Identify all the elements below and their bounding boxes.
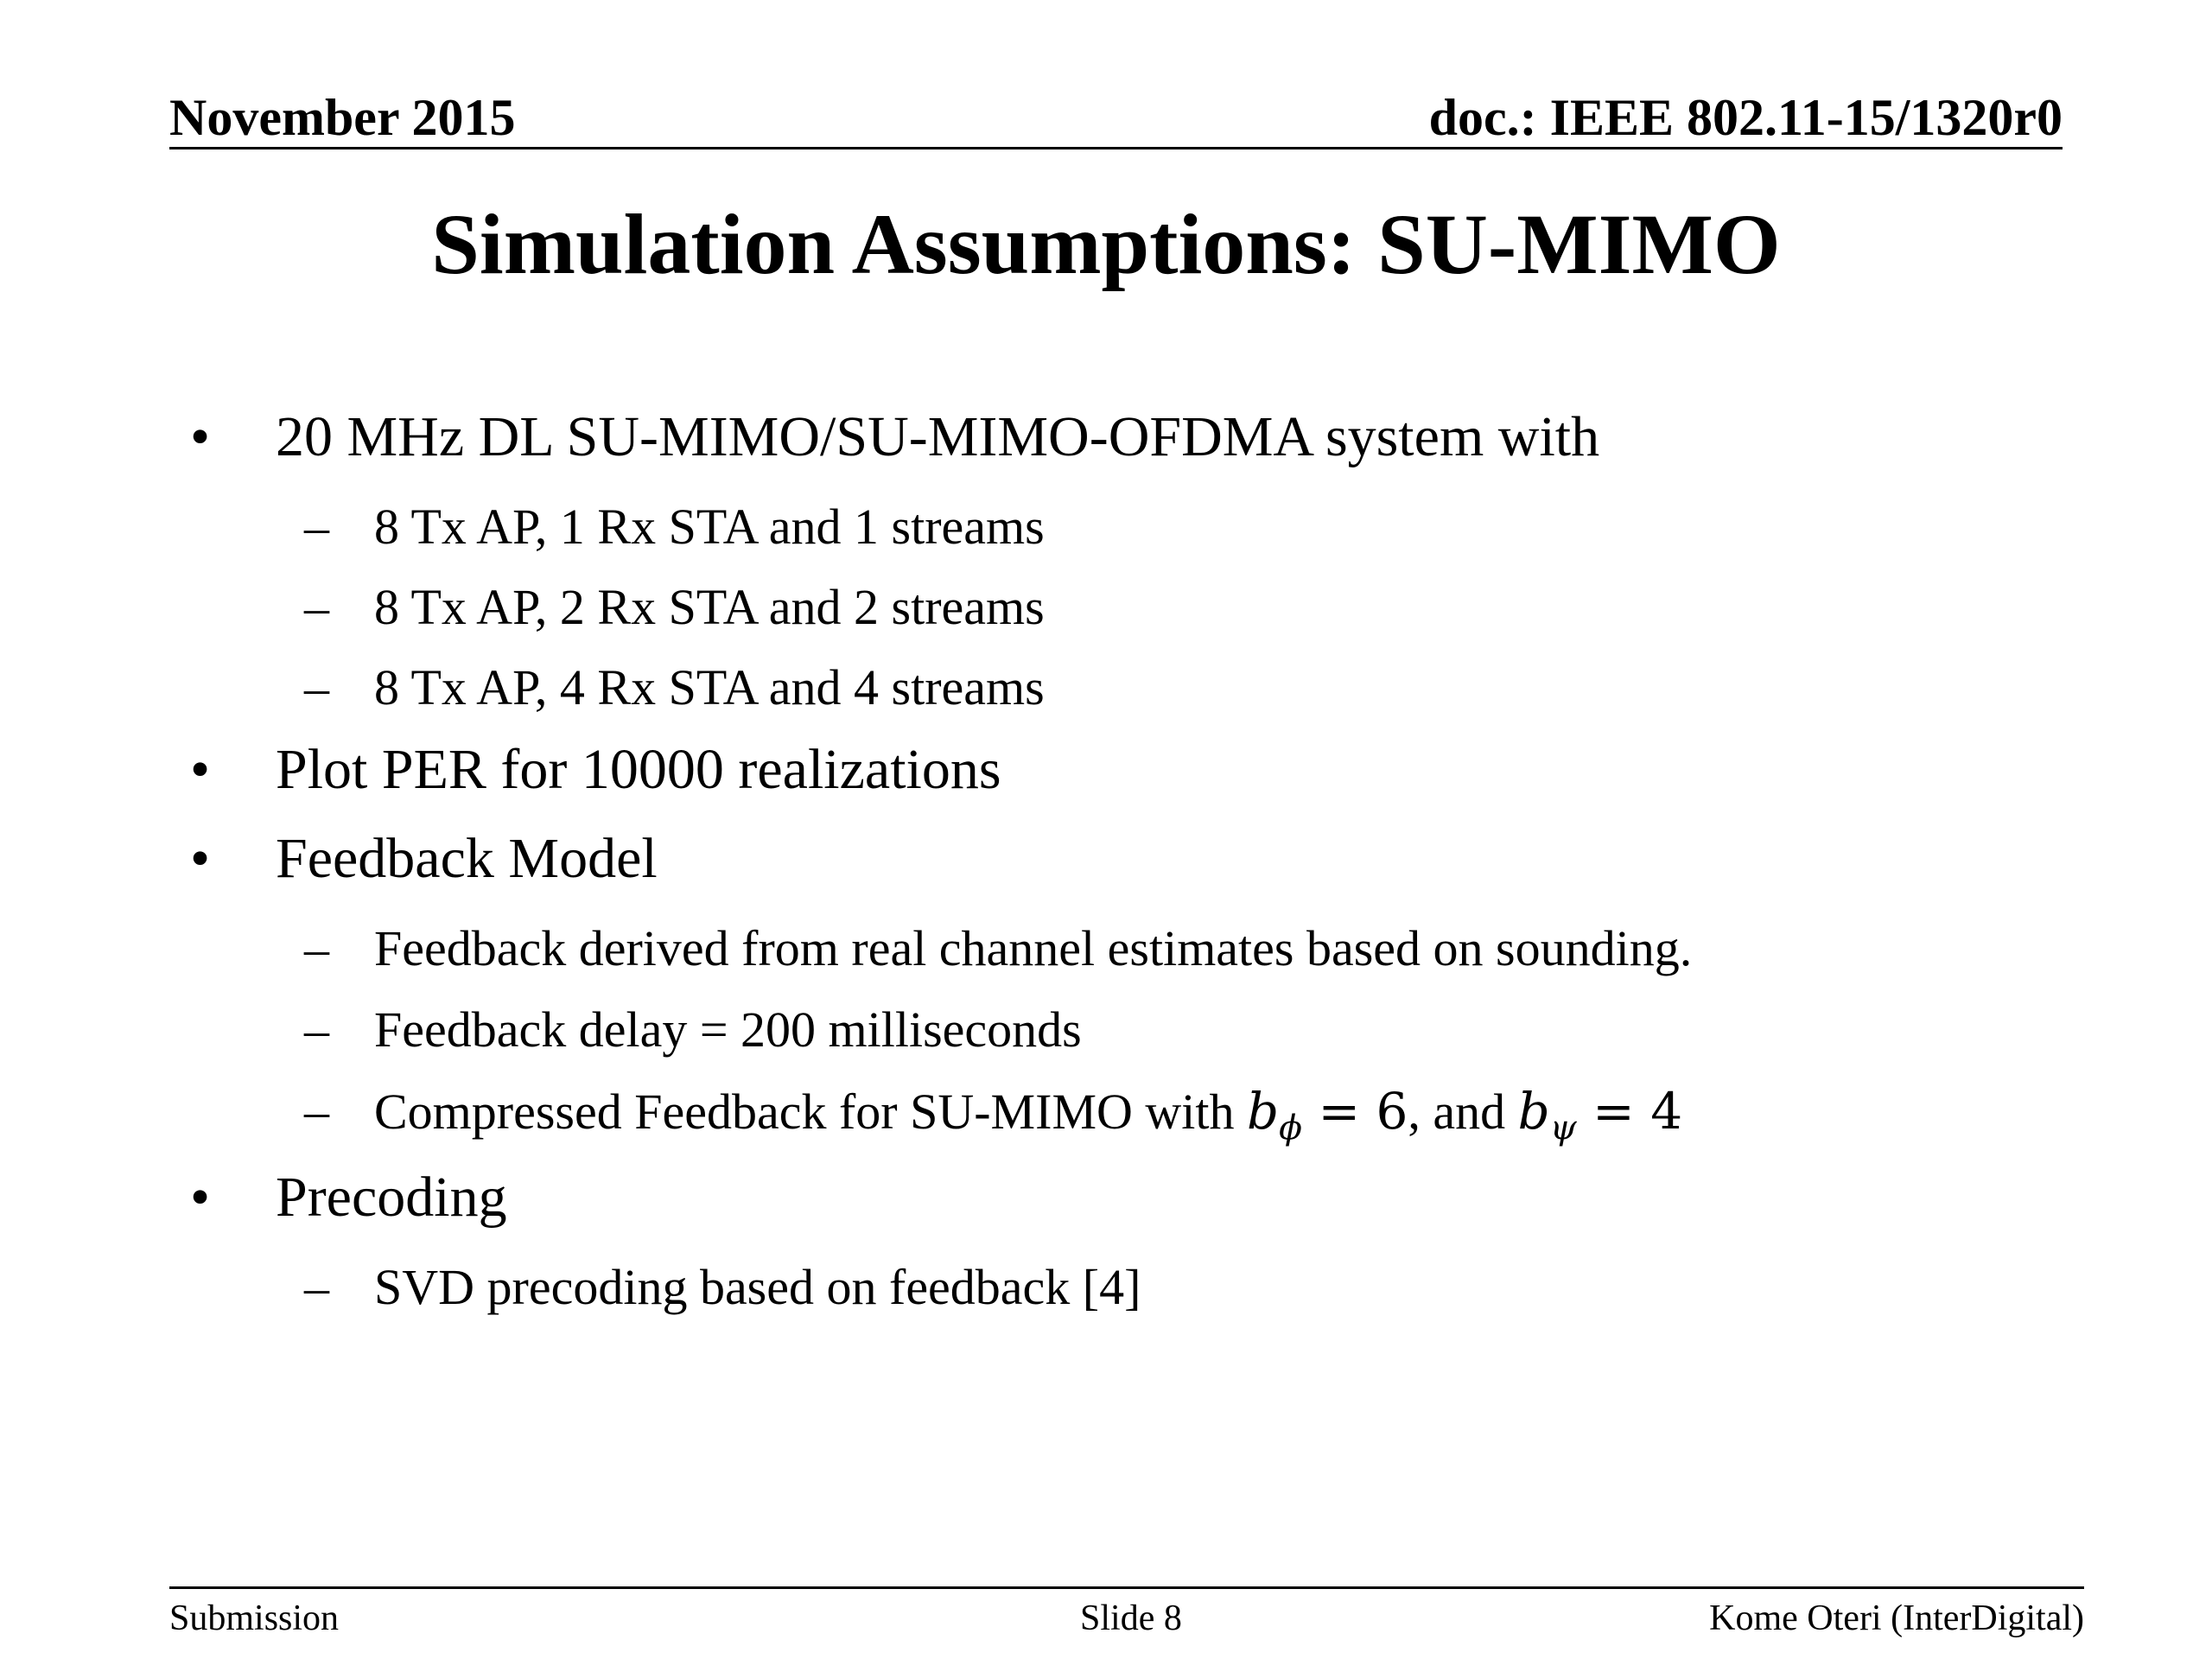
math-equals-6: = 6 bbox=[1302, 1082, 1408, 1141]
dash-marker: – bbox=[304, 1001, 329, 1058]
dash-marker: – bbox=[304, 1083, 329, 1139]
footer-author: Kome Oteri (InterDigital) bbox=[1709, 1599, 2084, 1638]
bullet-marker: • bbox=[190, 1166, 211, 1229]
sub-bullet-text: 8 Tx AP, 4 Rx STA and 4 streams bbox=[374, 659, 1045, 715]
sub-bullet-text-with-math bbox=[374, 1082, 1683, 1148]
math-subscript: ψ bbox=[1549, 1108, 1577, 1148]
bullet-text: 20 MHz DL SU-MIMO/SU-MIMO-OFDMA system with bbox=[276, 405, 1600, 468]
math-b-phi bbox=[1247, 1082, 1303, 1148]
math-subscript: ϕ bbox=[1279, 1108, 1303, 1148]
math-var: b bbox=[1247, 1082, 1280, 1141]
dash-marker: – bbox=[304, 659, 329, 715]
bullet-text: Feedback Model bbox=[276, 827, 658, 890]
sub-bullet-text: Feedback delay = 200 milliseconds bbox=[374, 1001, 1082, 1058]
text-mid: , and bbox=[1408, 1084, 1518, 1140]
bullet-marker: • bbox=[190, 738, 211, 801]
dash-marker: – bbox=[304, 920, 329, 976]
bullet-text: Precoding bbox=[276, 1166, 507, 1229]
sub-bullet-text: SVD precoding based on feedback [4] bbox=[374, 1259, 1141, 1315]
footer-divider bbox=[169, 1586, 2084, 1589]
dash-marker: – bbox=[304, 1259, 329, 1315]
footer-slide-number: Slide 8 bbox=[1080, 1599, 1182, 1638]
header-date: November 2015 bbox=[169, 89, 516, 146]
dash-marker: – bbox=[304, 579, 329, 635]
text-prefix: Compressed Feedback for SU-MIMO with bbox=[374, 1084, 1248, 1140]
math-b-psi bbox=[1517, 1082, 1577, 1148]
header-doc-id: doc.: IEEE 802.11-15/1320r0 bbox=[1428, 89, 2063, 146]
sub-bullet-text: 8 Tx AP, 2 Rx STA and 2 streams bbox=[374, 579, 1045, 635]
slide-title: Simulation Assumptions: SU-MIMO bbox=[431, 196, 1781, 292]
dash-marker: – bbox=[304, 499, 329, 555]
header-divider bbox=[169, 147, 2063, 149]
bullet-text: Plot PER for 10000 realizations bbox=[276, 738, 1001, 801]
sub-bullet-text: 8 Tx AP, 1 Rx STA and 1 streams bbox=[374, 499, 1045, 555]
footer-submission: Submission bbox=[169, 1599, 340, 1638]
math-var: b bbox=[1517, 1082, 1550, 1141]
sub-bullet-text: Feedback derived from real channel estimates based on sounding. bbox=[374, 920, 1693, 976]
bullet-marker: • bbox=[190, 405, 211, 468]
bullet-marker: • bbox=[190, 827, 211, 890]
math-equals-4: = 4 bbox=[1576, 1082, 1683, 1141]
